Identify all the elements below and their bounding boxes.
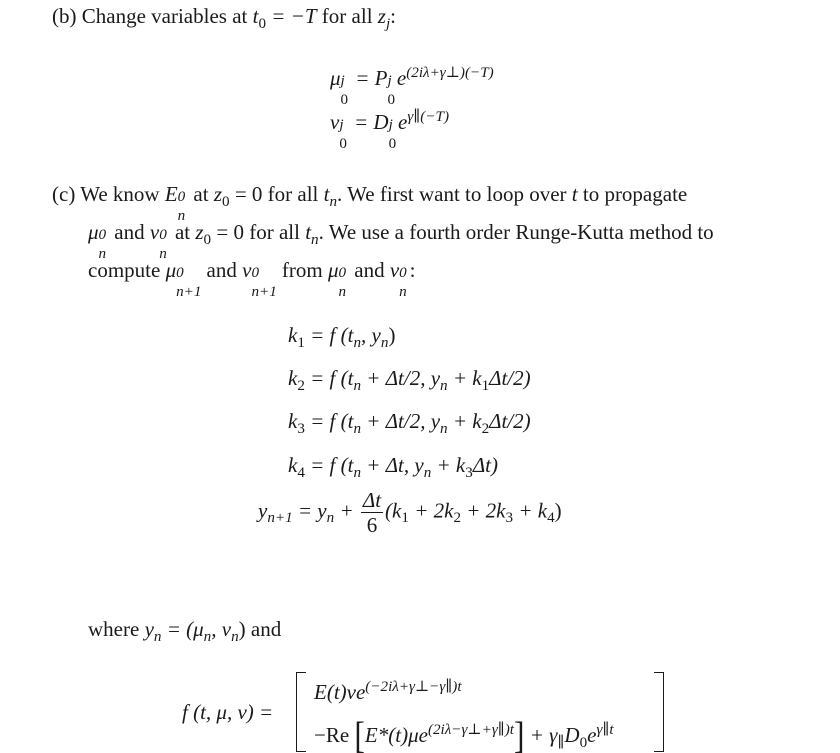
rk-y-update-equation: $y_{n+1} = y_n$ + $\frac{\Delta t}{6}$ $(k_1 + 2k_2 + 2k_3 + k_4)$ [258,488,562,538]
equation-nu0: ν j 0 = D j 0 $e^{\gamma\parallel(-T)}$ [330,108,449,153]
where-line: where $y_n = (\mu_n$, $\nu_n$) and [88,617,282,645]
left-bracket [296,672,306,752]
f-definition-lhs: f (t, μ, ν) = [182,700,274,724]
f-row-2: −Re $[E*(t)\mu e^{(2i\lambda-\gamma\perp+\gamma\parallel)t}] + \gamma_\parallel D_0e^{\gamma\parallel t}$ [314,714,614,753]
rk-fraction: $\frac{\Delta t}{6}$ [362,488,382,538]
f-row-1: $E(t)\nu e^{(-2i\lambda+\gamma\perp-\gamma\parallel)t}$ [314,678,462,704]
rk-k2-equation: $k_2 = f$ ($t_n + \Delta t/2$, $y_n + k_1\Delta t/2$) [288,366,531,394]
rk-k3-equation: $k_3 = f$ ($t_n + \Delta t/2$, $y_n + k_2\Delta t/2$) [288,409,531,437]
step-c-line-2: μ 0 n and ν 0 n at $z_0 = 0$ for all $t_n$. We use a fourth order Runge-Kutta method to [88,220,714,263]
step-c-line-1: (c) We know E 0 n at $z_0 = 0$ for all $t_n$. We first want to loop over t to propagate [52,182,688,225]
step-b-line: (b) Change variables at $t_0 = -T$ for all $z_j$: [52,4,397,32]
step-b-label: (b) [52,4,77,28]
rk-k1-equation: $k_1 = f$ ($t_n$, $y_n$) [288,323,396,351]
equation-mu0: μ j 0 = P j 0 $e^{(2i\lambda+\gamma\perp)(-T)}$ [330,64,494,109]
rk-k4-equation: $k_4 = f$ ($t_n + \Delta t$, $y_n + k_3\Delta t$) [288,453,498,481]
step-b-text: Change variables at [81,4,248,28]
step-c-label: (c) [52,182,76,206]
right-bracket [654,672,664,752]
step-c-line-3: compute μ 0 n+1 and ν 0 n+1 from μ 0 n and ν 0 n : [88,258,416,301]
